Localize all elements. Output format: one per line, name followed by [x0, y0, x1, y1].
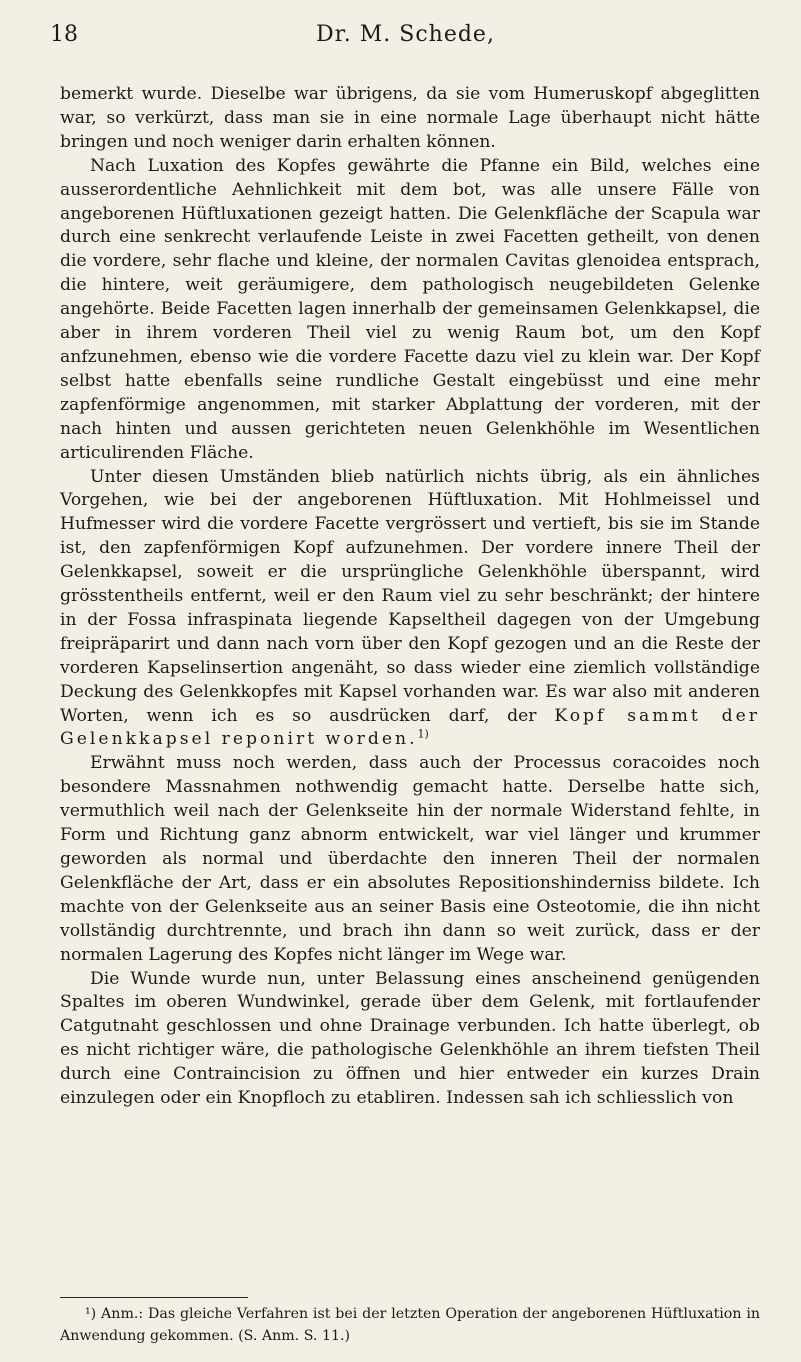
footnote-divider	[60, 1297, 248, 1298]
paragraph-text: Unter diesen Umständen blieb natürlich nichts übrig, als ein ähnliches Vorgehen, wie bei der angeborenen Hüftluxation. Mit Hohlmeissel und Hufmesser wird die vordere Facette vergrössert und vertieft, bis sie im Stande ist, den zapfenförmigen Kopf aufzunehmen. Der vordere innere Theil der Gelenkkapsel, soweit er die ursprüngliche Gelenkhöhle überspannt, wird grösstentheils entfernt, weil er den Raum viel zu sehr beschränkt; der hintere in der Fossa infraspinata liegende Kapseltheil dagegen von der Umgebung freipräparirt und dann nach vorn über den Kopf gezogen und an die Reste der vorderen Kapselinsertion angenäht, so dass wieder eine ziemlich vollständige Deckung des Gelenkkopfes mit Kapsel vorhanden war. Es war also mit anderen Worten, wenn ich es so ausdrücken darf, der	[60, 466, 760, 726]
page-header	[50, 22, 761, 60]
paragraph	[60, 466, 760, 753]
paragraph: Die Wunde wurde nun, unter Belassung eines anscheinend genügenden Spaltes im oberen Wundwinkel, gerade über dem Gelenk, mit fortlaufender Catgutnaht geschlossen und ohne Drainage verbunden. Ich hatte überlegt, ob es nicht richtiger wäre, die pathologische Gelenkhöhle an ihrem tiefsten Theil durch eine Contraincision zu öffnen und hier entweder ein kurzes Drain einzulegen oder ein Knopfloch zu etabliren. Indessen sah ich schliesslich von	[60, 968, 760, 1109]
paragraph: Erwähnt muss noch werden, dass auch der Processus coracoides noch besondere Massnahmen nothwendig gemacht hatte. Derselbe hatte sich, vermuthlich weil nach der Gelenkseite hin der normale Widerstand fehlte, in Form und Richtung ganz abnorm entwickelt, war viel länger und krummer geworden als normal und überdachte den inneren Theil der normalen Gelenkfläche der Art, dass er ein absolutes Repositionshinderniss bildete. Ich machte von der Gelenkseite aus an seiner Basis eine Osteotomie, die ihn nicht vollständig durchtrennte, und brach ihn dann so weit zurück, dass er der normalen Lagerung des Kopfes nicht länger im Wege war.	[60, 753, 760, 965]
body-text	[60, 83, 760, 1111]
page-number: 18	[50, 22, 78, 47]
footnote-marker: 1)	[417, 727, 429, 741]
paragraph: bemerkt wurde. Dieselbe war übrigens, da sie vom Humeruskopf abgeglitten war, so verkürzt, dass man sie in eine normale Lage überhaupt nicht hätte bringen und noch weniger darin erhalten können.	[60, 84, 760, 152]
paragraph: Nach Luxation des Kopfes gewährte die Pfanne ein Bild, welches eine ausserordentliche Aehnlichkeit mit dem bot, was alle unsere Fälle von angeborenen Hüftluxationen gezeigt hatten. Die Gelenkfläche der Scapula war durch eine senkrecht verlaufende Leiste in zwei Facetten getheilt, von denen die vordere, sehr flache und kleine, der normalen Cavitas glenoidea entsprach, die hintere, weit geräumigere, dem pathologisch neugebildeten Gelenke angehörte. Beide Facetten lagen innerhalb der gemeinsamen Gelenkkapsel, die aber in ihrem vorderen Theil viel zu wenig Raum bot, um den Kopf anfzunehmen, ebenso wie die vordere Facette dazu viel zu klein war. Der Kopf selbst hatte ebenfalls seine rundliche Gestalt eingebüsst und eine mehr zapfenförmige angenommen, mit starker Abplattung der vorderen, mit der nach hinten und aussen gerichteten neuen Gelenkhöhle im Wesentlichen articulirenden Fläche.	[60, 155, 760, 463]
emphasized-text: Kopf sammt der Gelenkkapsel reponirt worden.	[60, 705, 760, 750]
running-title: Dr. M. Schede,	[316, 22, 495, 47]
footnote: ¹) Anm.: Das gleiche Verfahren ist bei der letzten Operation der angeborenen Hüftluxation in Anwendung gekommen. (S. Anm. S. 11.)	[60, 1306, 760, 1344]
